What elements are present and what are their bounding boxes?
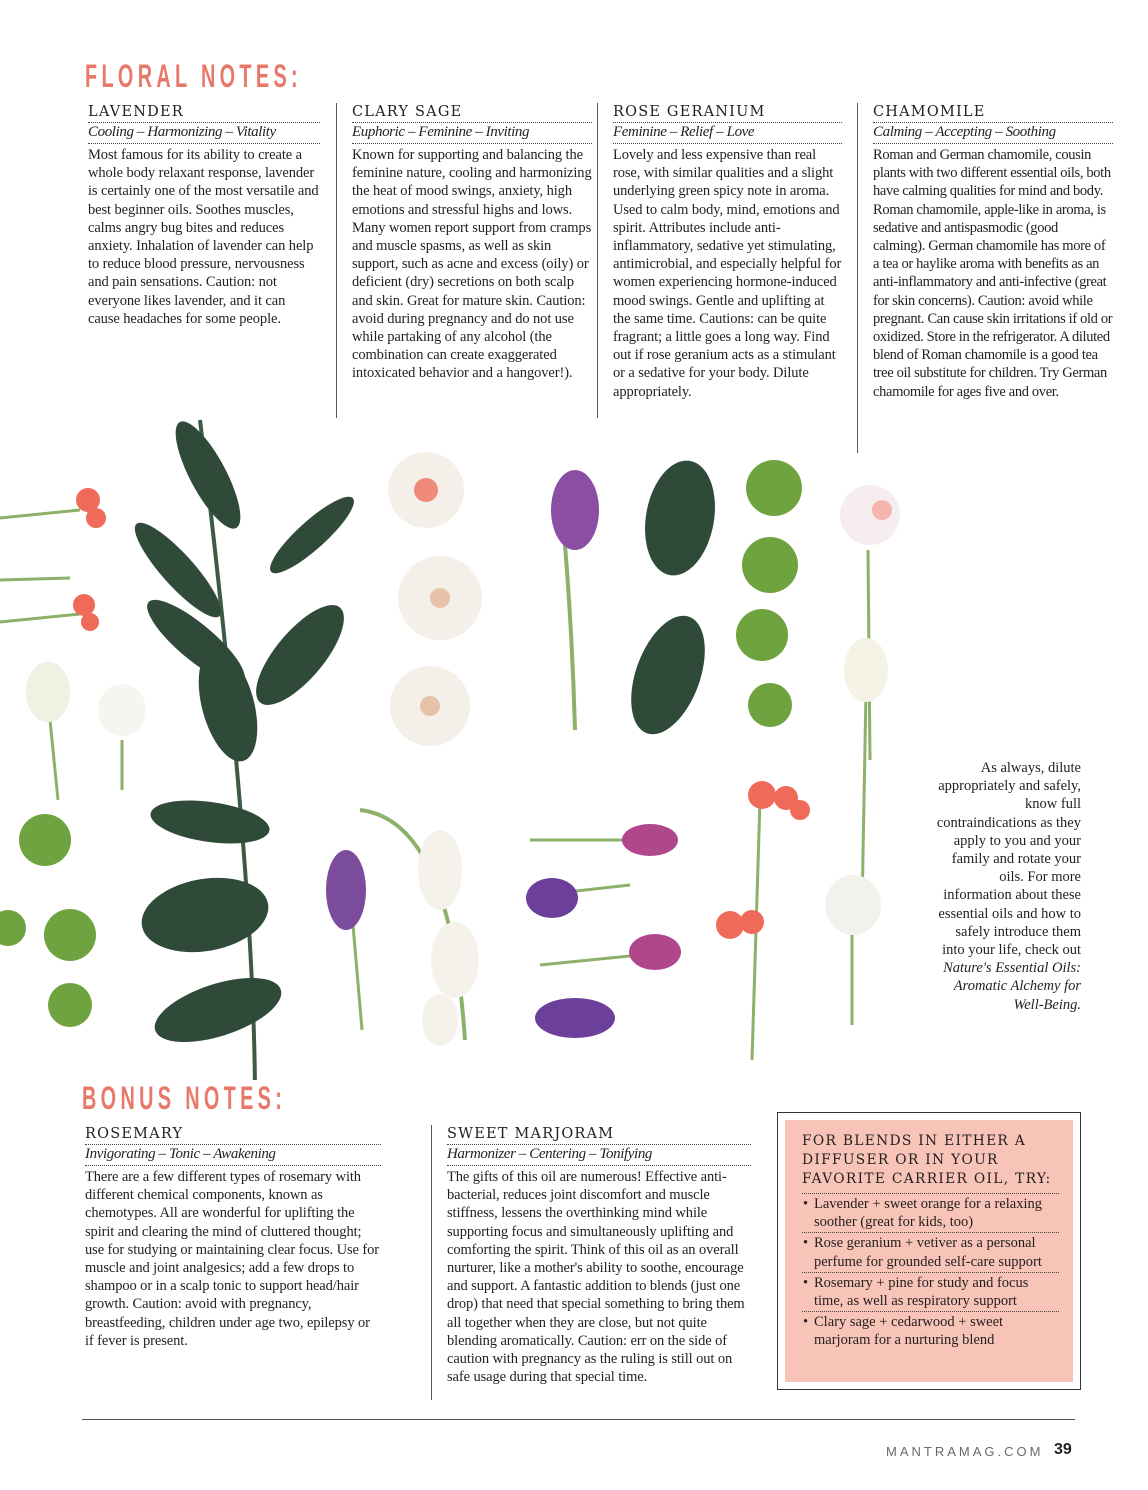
blends-box-frame bbox=[777, 1112, 1081, 1390]
footer-divider bbox=[82, 1419, 1075, 1420]
blend-item: • Clary sage + cedarwood + sweet marjoram for a nurturing blend bbox=[802, 1312, 1059, 1350]
note-rose-geranium bbox=[597, 103, 842, 418]
note-name: ROSE GERANIUM bbox=[613, 103, 842, 123]
blend-item: • Rosemary + pine for study and focus time, as well as respiratory support bbox=[802, 1273, 1059, 1312]
white-carnations bbox=[388, 452, 482, 746]
note-qualities: Calming – Accepting – Soothing bbox=[873, 123, 1113, 144]
note-rosemary bbox=[85, 1125, 381, 1350]
note-qualities: Invigorating – Tonic – Awakening bbox=[85, 1145, 381, 1166]
coral-sprigs-right bbox=[716, 781, 881, 1060]
green-leaves-center bbox=[617, 455, 724, 744]
leaves-lower-left bbox=[136, 794, 289, 1055]
note-body: Most famous for its ability to create a whole body relaxant response, lavender is certainly one of the most versatile and best beginner oils. Soothes muscles, calms angry bug bites and reduces anxiety. Inhalation of lavender can help to reduce blood pressure, nervousness and pain sensations. Caution: not everyone likes lavender, and it can cause headaches for some people. bbox=[88, 147, 319, 327]
note-clary-sage bbox=[336, 103, 592, 418]
note-lavender bbox=[88, 103, 320, 328]
book-title: Nature's Essential Oils: Aromatic Alchemy for Well-Being. bbox=[943, 960, 1081, 1013]
coral-sprigs-left bbox=[0, 488, 106, 631]
note-body: There are a few different types of rosemary with different chemical components, known as chemotypes. All are wonderful for uplifting the spirit and clearing the mind of cluttered thought; use for studying or maintaining clear focus. Use for muscle and joint analgesics; add a few drops to shampoo or in a scalp tonic to support head/hair growth. Caution: avoid with pregnancy, breastfeeding, children under age two, epilepsy or if fever is present. bbox=[85, 1169, 379, 1349]
note-sweet-marjoram bbox=[431, 1125, 751, 1400]
dilution-side-note bbox=[935, 759, 1081, 1014]
blends-list bbox=[802, 1194, 1059, 1351]
note-body: Roman and German chamomile, cousin plants with two different essential oils, both have calming qualities for mind and body. Roman chamomile, apple-like in aroma, is sedative and antispasmodic (good calming). German chamomile has more of a tea or haylike aroma with benefits as an anti-inflammatory and anti-infective (great for skin concerns). Caution: avoid while pregnant. Can cause skin irritations if old or oxidized. Store in the refrigerator. A diluted blend of Roman chamomile is a good tea tree oil substitute for children. Try German chamomile for ages five and over. bbox=[873, 147, 1113, 400]
note-name: CHAMOMILE bbox=[873, 103, 1113, 123]
note-name: CLARY SAGE bbox=[352, 103, 592, 123]
blends-heading: FOR BLENDS IN EITHER A DIFFUSER OR IN YOUR FAVORITE CARRIER OIL, TRY: bbox=[802, 1132, 1059, 1194]
statice-lower bbox=[326, 824, 681, 1038]
note-body: Lovely and less expensive than real rose, with similar qualities and a slight underlying green spicy note in aroma. Used to calm body, mind, emotions and spirit. Attributes include anti-inflammatory, sedative yet stimulating, antimicrobial, and especially helpful for women experiencing hormone-induced mood swings. Gentle and uplifting at the same time. Cautions: can be quite fragrant; a little goes a long way. Find out if rose geranium acts as a stimulant or a sedative for your body. Dilute appropriately. bbox=[613, 147, 842, 400]
statice-stem bbox=[551, 470, 599, 730]
note-name: LAVENDER bbox=[88, 103, 320, 123]
floral-notes-title: FLORAL NOTES: bbox=[85, 58, 302, 94]
side-note-text: As always, dilute appropriately and safely, know full contraindications as they apply to you and your family and rotate your oils. For more information about these essential oils and how to safely introduce them into your life, check out bbox=[936, 760, 1081, 959]
blend-item: • Lavender + sweet orange for a relaxing soother (great for kids, too) bbox=[802, 1194, 1059, 1233]
note-qualities: Euphoric – Feminine – Inviting bbox=[352, 123, 592, 144]
white-buds-left bbox=[26, 662, 146, 800]
note-name: SWEET MARJORAM bbox=[447, 1125, 751, 1145]
note-body: Known for supporting and balancing the feminine nature, cooling and harmonizing the heat of mood swings, anxiety, high emotions and stressful highs and lows. Many women report support from cramps and muscle spasms, as well as skin support, such as acne and excess (oily) or deficient (dry) secretions on both scalp and skin. Great for mature skin. Caution: avoid during pregnancy and do not use while partaking of any alcohol (the combination can create exaggerated intoxicated behavior and a hangover!). bbox=[352, 147, 592, 382]
snapdragon-stem bbox=[360, 810, 479, 1046]
footer-site-url[interactable]: MANTRAMAG.COM bbox=[886, 1444, 1044, 1459]
blends-box bbox=[785, 1120, 1073, 1382]
note-qualities: Harmonizer – Centering – Tonifying bbox=[447, 1145, 751, 1166]
note-name: ROSEMARY bbox=[85, 1125, 381, 1145]
blend-item: • Rose geranium + vetiver as a personal perfume for grounded self-care support bbox=[802, 1233, 1059, 1272]
note-qualities: Cooling – Harmonizing – Vitality bbox=[88, 123, 320, 144]
page-number: 39 bbox=[1054, 1441, 1072, 1458]
lisianthus-right bbox=[840, 485, 900, 910]
bonus-notes-title: BONUS NOTES: bbox=[82, 1080, 287, 1116]
note-qualities: Feminine – Relief – Love bbox=[613, 123, 842, 144]
note-body: The gifts of this oil are numerous! Effective anti-bacterial, reduces joint discomfort and muscle stiffness, lessens the overthinking mind while supporting focus and simultaneously uplifting and comforting the spirit. Think of this oil as an overall nurturer, like a mother's ability to soothe, encourage and support. A fantastic addition to blends (just one drop) that need that special something to bring them all together when they are close, but not quite blending aromatically. Caution: err on the side of caution with pregnancy as the ruling is still out on safe usage during that special time. bbox=[447, 1169, 745, 1386]
